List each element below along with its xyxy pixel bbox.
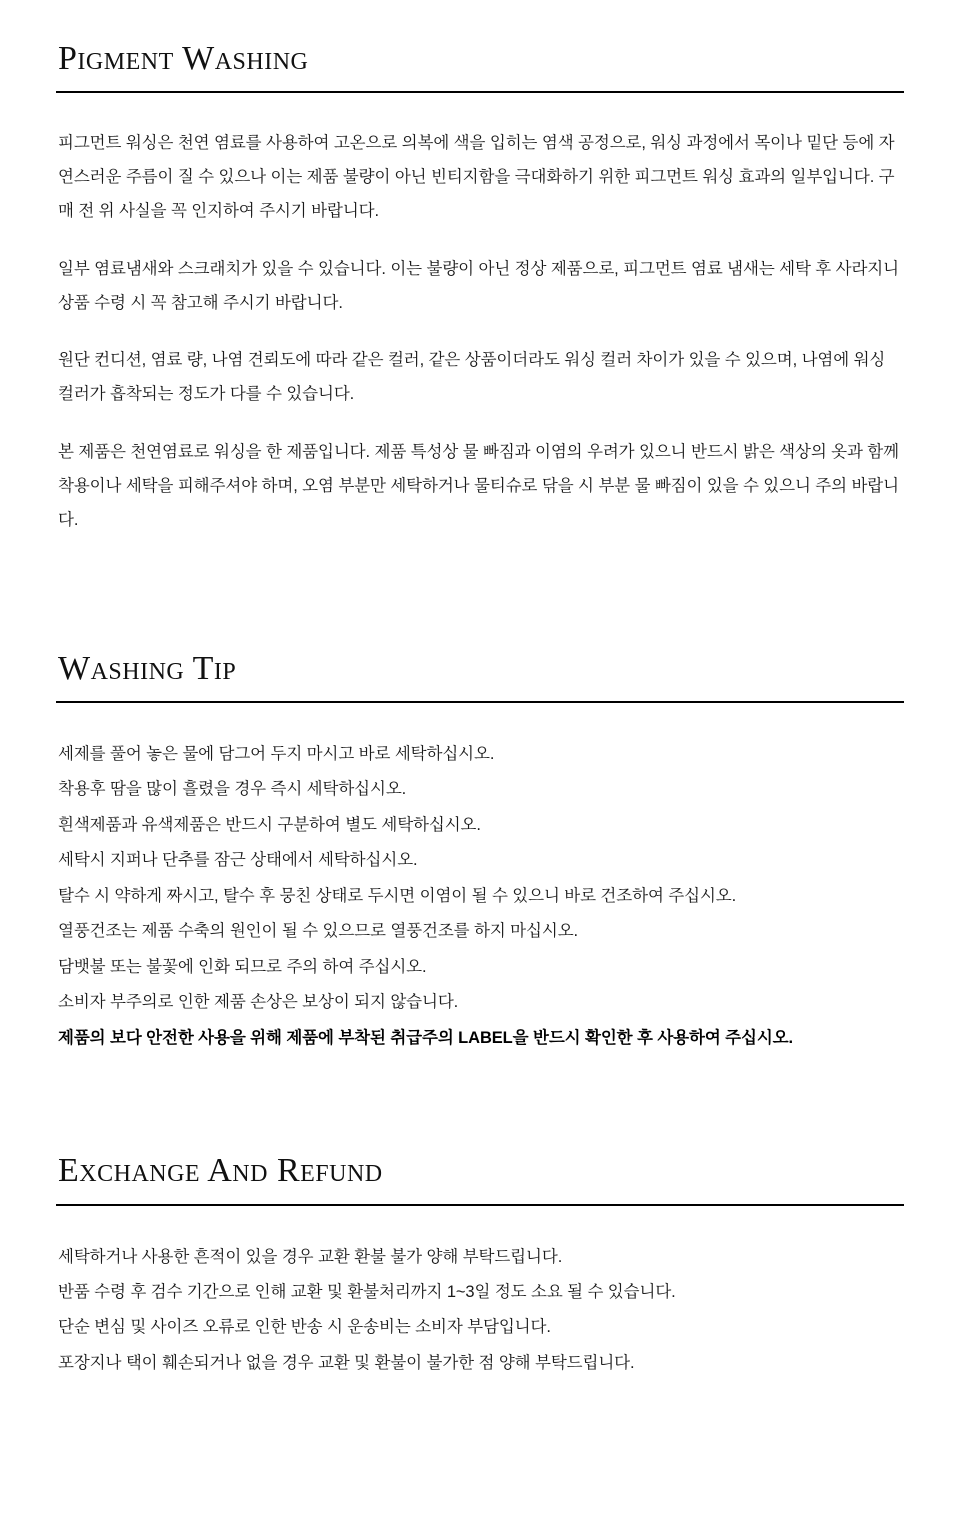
- paragraph: 일부 염료냄새와 스크래치가 있을 수 있습니다. 이는 불량이 아닌 정상 제품으로, 피그먼트 염료 냄새는 세탁 후 사라지니 상품 수령 시 꼭 참고해 주시기 바랍니다.: [58, 259, 899, 312]
- list-item: 흰색제품과 유색제품은 반드시 구분하여 별도 세탁하십시오.: [58, 815, 481, 834]
- list-item: 열풍건조는 제품 수축의 원인이 될 수 있으므로 열풍건조를 하지 마십시오.: [58, 922, 579, 941]
- list-item-emphasized: 제품의 보다 안전한 사용을 위해 제품에 부착된 취급주의 LABEL을 반드시 확인한 후 사용하여 주십시오.: [58, 1028, 793, 1047]
- section-title-exchange-and-refund: Exchange And Refund: [58, 1152, 383, 1190]
- section-exchange-and-refund: [56, 1152, 904, 1381]
- list-item: 세탁시 지퍼나 단추를 잠근 상태에서 세탁하십시오.: [58, 851, 418, 870]
- section-spacer: [56, 538, 904, 650]
- section-divider: [56, 91, 904, 93]
- section-spacer: [56, 1056, 904, 1152]
- section-divider: [56, 1204, 904, 1206]
- section-washing-tip: [56, 650, 904, 1057]
- section-divider: [56, 701, 904, 703]
- exchange-refund-list: [56, 1240, 904, 1382]
- list-item: 세탁하거나 사용한 흔적이 있을 경우 교환 환불 불가 양해 부탁드립니다.: [58, 1247, 563, 1266]
- pigment-washing-body: [56, 127, 904, 537]
- section-title-pigment-washing: Pigment Washing: [58, 40, 309, 77]
- list-item: 소비자 부주의로 인한 제품 손상은 보상이 되지 않습니다.: [58, 993, 459, 1012]
- list-item: 단순 변심 및 사이즈 오류로 인한 반송 시 운송비는 소비자 부담입니다.: [58, 1318, 551, 1337]
- washing-tip-list: [56, 737, 904, 1056]
- list-item: 담뱃불 또는 불꽃에 인화 되므로 주의 하여 주십시오.: [58, 957, 427, 976]
- section-pigment-washing: [56, 40, 904, 538]
- list-item: 반품 수령 후 검수 기간으로 인해 교환 및 환불처리까지 1~3일 정도 소요 될 수 있습니다.: [58, 1282, 676, 1301]
- paragraph: 본 제품은 천연염료로 워싱을 한 제품입니다. 제품 특성상 물 빠짐과 이염의 우려가 있으니 반드시 밝은 색상의 옷과 함께 착용이나 세탁을 피해주셔야 하며, 오염 부분만 세탁하거나 물티슈로 닦을 시 부분 물 빠짐이 있을 수 있으니 주의 바랍니다.: [58, 443, 899, 529]
- list-item: 세제를 풀어 놓은 물에 담그어 두지 마시고 바로 세탁하십시오.: [58, 744, 495, 763]
- list-item: 착용후 땀을 많이 흘렸을 경우 즉시 세탁하십시오.: [58, 780, 407, 799]
- paragraph: 원단 컨디션, 염료 량, 나염 견뢰도에 따라 같은 컬러, 같은 상품이더라도 워싱 컬러 차이가 있을 수 있으며, 나염에 워싱 컬러가 흡착되는 정도가 다를 수 있습니다.: [58, 351, 886, 404]
- list-item: 탈수 시 약하게 짜시고, 탈수 후 뭉친 상태로 두시면 이염이 될 수 있으니 바로 건조하여 주십시오.: [58, 886, 737, 905]
- list-item: 포장지나 택이 훼손되거나 없을 경우 교환 및 환불이 불가한 점 양해 부탁드립니다.: [58, 1353, 635, 1372]
- section-title-washing-tip: Washing Tip: [58, 649, 237, 687]
- paragraph: 피그먼트 워싱은 천연 염료를 사용하여 고온으로 의복에 색을 입히는 염색 공정으로, 워싱 과정에서 목이나 밑단 등에 자연스러운 주름이 질 수 있으나 이는 제품 불량이 아닌 빈티지함을 극대화하기 위한 피그먼트 워싱 효과의 일부입니다. 구매 전 위 사실을 꼭 인지하여 주시기 바랍니다.: [58, 134, 895, 221]
